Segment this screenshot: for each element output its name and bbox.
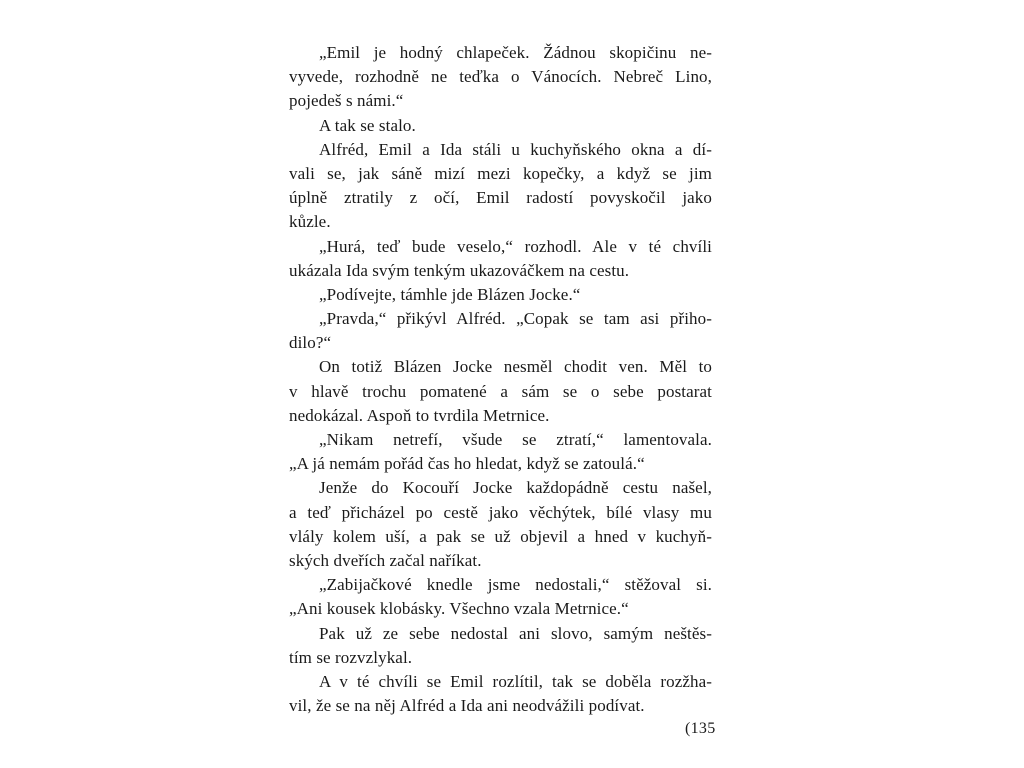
text-line: „Hurá, teď bude veselo,“ rozhodl. Ale v té chvíli [319, 236, 712, 256]
text-line: úplně ztratily z očí, Emil radostí povyskočil jako [289, 188, 712, 208]
text-line: kůzle. [289, 212, 331, 232]
text-line: dilo?“ [289, 333, 332, 353]
text-line: „Emil je hodný chlapeček. Žádnou skopičinu ne- [319, 43, 712, 62]
text-line: vyvede, rozhodně ne teďka o Vánocích. Nebreč Lino, [289, 67, 712, 87]
text-line: „A já nemám pořád čas ho hledat, když se zatoulá.“ [289, 454, 645, 474]
text-line: A tak se stalo. [319, 115, 416, 135]
text-line: „Podívejte, támhle jde Blázen Jocke.“ [319, 284, 581, 304]
text-line: vlály kolem uší, a pak se už objevil a hned v kuchyň- [289, 526, 712, 546]
text-line: Jenže do Kocouří Jocke každopádně cestu našel, [319, 478, 712, 498]
text-line: a teď přicházel po cestě jako věchýtek, bílé vlasy mu [289, 502, 712, 522]
text-line: pojedeš s námi.“ [289, 91, 404, 111]
text-line: vil, že se na něj Alfréd a Ida ani neodvážili podívat. [289, 696, 645, 716]
body-text [289, 41, 712, 718]
page-number: (135 [685, 720, 716, 737]
text-line: „Pravda,“ přikývl Alfréd. „Copak se tam asi přiho- [319, 309, 712, 329]
text-line: vali se, jak sáně mizí mezi kopečky, a když se jim [289, 163, 712, 183]
text-line: „Nikam netrefí, všude se ztratí,“ lamentovala. [319, 430, 712, 449]
text-line: „Zabijačkové knedle jsme nedostali,“ stěžoval si. [319, 575, 712, 595]
text-line: ských dveřích začal naříkat. [289, 550, 482, 570]
text-line: tím se rozvzlykal. [289, 647, 413, 667]
text-line: „Ani kousek klobásky. Všechno vzala Metrnice.“ [289, 599, 629, 619]
text-line: v hlavě trochu pomatené a sám se o sebe postarat [289, 381, 712, 401]
text-line: nedokázal. Aspoň to tvrdila Metrnice. [289, 405, 550, 425]
text-line: ukázala Ida svým tenkým ukazováčkem na cestu. [289, 260, 630, 280]
text-line: On totiž Blázen Jocke nesměl chodit ven. Měl to [319, 357, 712, 377]
text-line: Alfréd, Emil a Ida stáli u kuchyňského okna a dí- [319, 139, 712, 159]
text-line: A v té chvíli se Emil rozlítil, tak se doběla rozžha- [319, 671, 712, 691]
text-line: Pak už ze sebe nedostal ani slovo, samým neštěs- [319, 623, 712, 643]
